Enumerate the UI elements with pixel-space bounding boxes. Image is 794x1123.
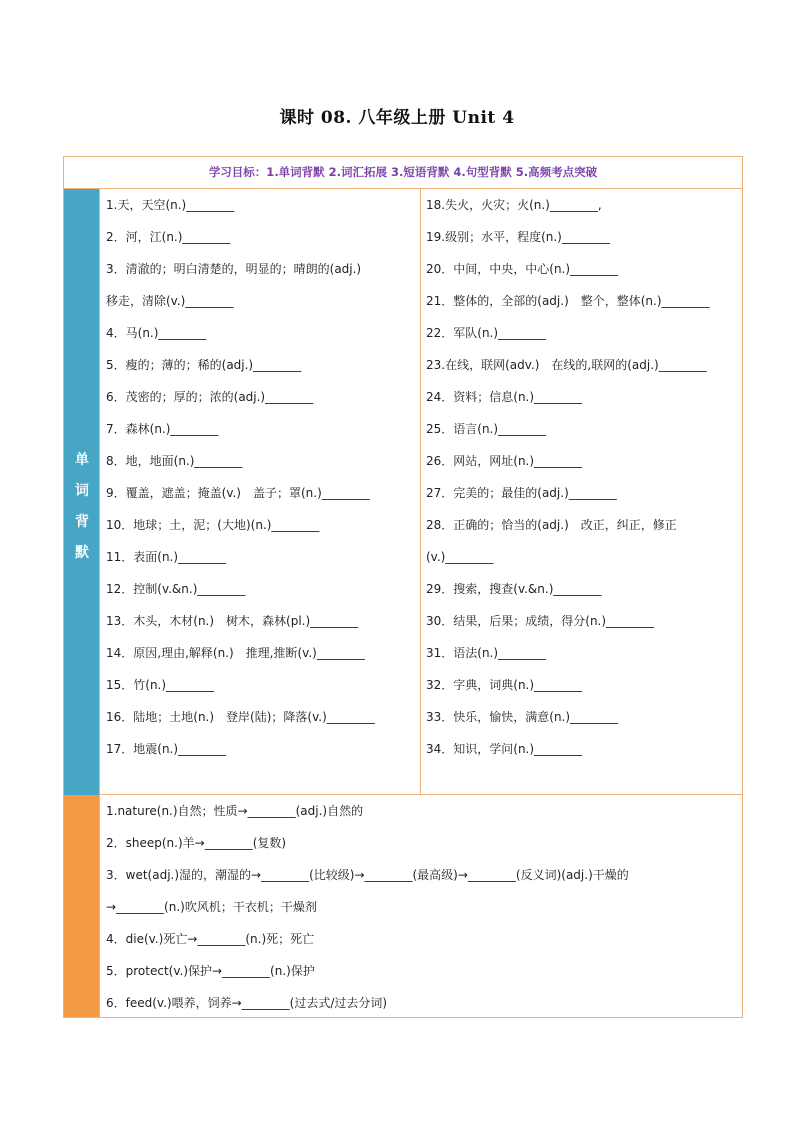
learning-goal: 学习目标：1.单词背默 2.词汇拓展 3.短语背默 4.句型背默 5.高频考点突破 bbox=[64, 157, 742, 189]
vocab-item: 17．地震(n.)________ bbox=[106, 742, 227, 756]
expansion-item: 6．feed(v.)喂养，饲养→________(过去式/过去分词) bbox=[106, 996, 388, 1010]
column-divider bbox=[420, 189, 421, 795]
expansion-item: →________(n.)吹风机；干衣机；干燥剂 bbox=[106, 900, 317, 914]
vocab-item: 21．整体的，全部的(adj.) 整个，整体(n.)________ bbox=[426, 294, 710, 308]
vocab-item: 12．控制(v.&n.)________ bbox=[106, 582, 246, 596]
vocab-item: 30．结果，后果；成绩，得分(n.)________ bbox=[426, 614, 655, 628]
vocab-label-char: 词 bbox=[75, 483, 89, 499]
expansion-item: 1.nature(n.)自然；性质→________(adj.)自然的 bbox=[106, 804, 364, 818]
vocab-item: 14．原因,理由,解释(n.) 推理,推断(v.)________ bbox=[106, 646, 365, 660]
vocab-column-right bbox=[426, 189, 738, 765]
page-title: 课时 08. 八年级上册 Unit 4 bbox=[279, 108, 515, 128]
expansion-item: 2．sheep(n.)羊→________(复数) bbox=[106, 836, 287, 850]
worksheet-table bbox=[63, 156, 743, 1018]
expansion-item: 5．protect(v.)保护→________(n.)保护 bbox=[106, 964, 315, 978]
vocab-item: 19.级别；水平，程度(n.)________ bbox=[426, 230, 610, 244]
vocab-section-bar bbox=[64, 189, 100, 795]
vocab-item: 11．表面(n.)________ bbox=[106, 550, 227, 564]
vocab-item: 2．河，江(n.)________ bbox=[106, 230, 231, 244]
vocab-item: 15．竹(n.)________ bbox=[106, 678, 215, 692]
vocab-item: 22．军队(n.)________ bbox=[426, 326, 547, 340]
vocab-item: 20．中间，中央，中心(n.)________ bbox=[426, 262, 619, 276]
vocab-item: 5．瘦的；薄的；稀的(adj.)________ bbox=[106, 358, 302, 372]
vocab-item: 移走，清除(v.)________ bbox=[106, 294, 234, 308]
vocab-item: 10．地球；土，泥；(大地)(n.)________ bbox=[106, 518, 320, 532]
expansion-item: 3．wet(adj.)湿的，潮湿的→________(比较级)→________(最高级)→________(反义词)(adj.)干燥的 bbox=[106, 868, 629, 882]
expansion-section-bar bbox=[64, 795, 100, 1017]
vocab-item: 31．语法(n.)________ bbox=[426, 646, 547, 660]
vocab-item: 4．马(n.)________ bbox=[106, 326, 207, 340]
vocab-item: 28．正确的；恰当的(adj.) 改正，纠正，修正 bbox=[426, 518, 677, 532]
vocab-item: (v.)________ bbox=[426, 550, 494, 564]
vocab-label-char: 默 bbox=[75, 545, 89, 561]
vocab-item: 16．陆地；土地(n.) 登岸(陆)；降落(v.)________ bbox=[106, 710, 375, 724]
vocab-item: 13．木头，木材(n.) 树木，森林(pl.)________ bbox=[106, 614, 359, 628]
vocab-item: 26．网站，网址(n.)________ bbox=[426, 454, 583, 468]
vocab-item: 27．完美的；最佳的(adj.)________ bbox=[426, 486, 617, 500]
vocab-item: 24．资料；信息(n.)________ bbox=[426, 390, 583, 404]
vocab-item: 8．地，地面(n.)________ bbox=[106, 454, 243, 468]
vocab-item: 25．语言(n.)________ bbox=[426, 422, 547, 436]
vocab-label-char: 单 bbox=[75, 452, 89, 468]
vocab-column-left bbox=[106, 189, 416, 765]
vocab-item: 6．茂密的；厚的；浓的(adj.)________ bbox=[106, 390, 314, 404]
vocab-item: 3．清澈的；明白清楚的，明显的；晴朗的(adj.) bbox=[106, 262, 362, 276]
vocab-item: 7．森林(n.)________ bbox=[106, 422, 219, 436]
vocab-item: 33．快乐，愉快，满意(n.)________ bbox=[426, 710, 619, 724]
vocab-label-char: 背 bbox=[75, 514, 89, 530]
expansion-item: 4．die(v.)死亡→________(n.)死；死亡 bbox=[106, 932, 315, 946]
vocab-item: 1.天，天空(n.)________ bbox=[106, 198, 235, 212]
vocab-section-label bbox=[64, 445, 100, 569]
vocab-item: 23.在线，联网(adv.) 在线的,联网的(adj.)________ bbox=[426, 358, 707, 372]
vocab-item: 32．字典，词典(n.)________ bbox=[426, 678, 583, 692]
vocab-item: 9．覆盖，遮盖；掩盖(v.) 盖子；罩(n.)________ bbox=[106, 486, 370, 500]
expansion-section bbox=[106, 795, 738, 1019]
vocab-item: 29．搜索，搜查(v.&n.)________ bbox=[426, 582, 602, 596]
vocab-item: 18.失火，火灾；火(n.)________, bbox=[426, 198, 602, 212]
vocab-item: 34．知识，学问(n.)________ bbox=[426, 742, 583, 756]
